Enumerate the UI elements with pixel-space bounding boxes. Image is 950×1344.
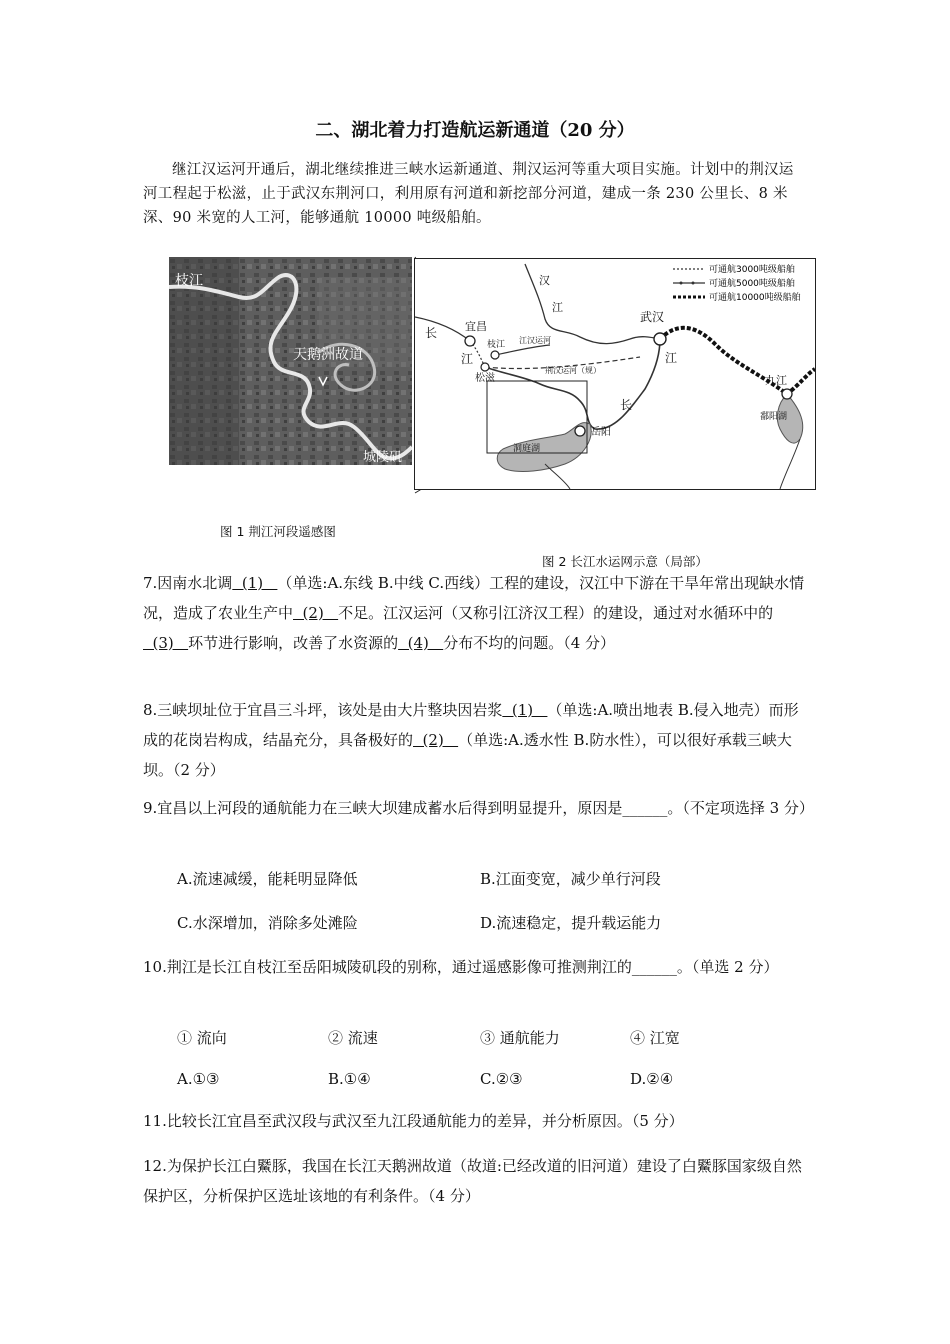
city-wuhan bbox=[654, 333, 666, 345]
label-yichang: 宜昌 bbox=[465, 320, 487, 333]
figure2-caption: 图 2 长江水运网示意（局部） bbox=[542, 554, 708, 569]
question-11-stem: 11.比较长江宜昌至武汉段与武汉至九江段通航能力的差异，并分析原因。（5 分） bbox=[143, 1112, 684, 1130]
q8-text: （单选:A.喷出地表 B.侵入地壳）而形成的花岗岩构成，结晶充分，具备极好的 bbox=[143, 701, 799, 749]
q7-text: 分布不均的问题。（4 分） bbox=[443, 634, 616, 652]
figure1-image bbox=[169, 257, 412, 465]
legend-item: 可通航5000吨级船舶 bbox=[709, 279, 795, 289]
label-han1: 汉 bbox=[539, 274, 550, 287]
label-chang2: 江 bbox=[461, 352, 474, 366]
q7-text: 不足。江汉运河（又称引江济汉工程）的建设，通过对水循环中的 bbox=[338, 604, 774, 622]
q10-option-d: D.②④ bbox=[630, 1070, 674, 1088]
label-tianezhou: 天鹅洲故道 bbox=[293, 347, 363, 363]
question-10-stem: 10.荆江是长江自枝江至岳阳城陵矶段的别称，通过遥感影像可推测荆江的______。（单选 2 分） bbox=[143, 958, 779, 976]
figure2-map-svg bbox=[415, 259, 815, 489]
q7-blank-1: (1) bbox=[232, 574, 278, 592]
city-yueyang bbox=[575, 426, 585, 436]
label-zhijiang: 枝江 bbox=[175, 273, 203, 289]
city-yichang bbox=[465, 336, 475, 346]
label-han2: 江 bbox=[552, 301, 563, 314]
section-title: 二、湖北着力打造航运新通道（20 分） bbox=[315, 120, 635, 141]
q7-blank-4: (4) bbox=[398, 634, 444, 652]
label-chang1: 长 bbox=[425, 326, 438, 340]
city-zhijiang bbox=[491, 351, 499, 359]
q9-option-b: B.江面变宽，减少单行河段 bbox=[480, 870, 661, 888]
q9-option-d: D.流速稳定，提升载运能力 bbox=[480, 914, 662, 932]
q7-text: 环节进行影响，改善了水资源的 bbox=[188, 634, 399, 652]
q7-blank-2: (2) bbox=[293, 604, 339, 622]
city-jiujiang bbox=[782, 389, 792, 399]
q7-blank-3: (3) bbox=[143, 634, 189, 652]
label-jianghan-canal: 江汉运河 bbox=[519, 336, 551, 345]
q10-option-c: C.②③ bbox=[480, 1070, 523, 1088]
map-legend bbox=[673, 263, 801, 303]
figure1-remote-sensing-image bbox=[169, 257, 412, 465]
q10-option-a: A.①③ bbox=[177, 1070, 220, 1088]
question-9-stem: 9.宜昌以上河段的通航能力在三峡大坝建成蓄水后得到明显提升，原因是______。（不定项选择 3 分） bbox=[143, 799, 814, 817]
q10-item: ③ 通航能力 bbox=[480, 1029, 560, 1047]
yangtze-lower bbox=[660, 328, 815, 394]
question-12-stem: 12.为保护长江白鱀豚，我国在长江天鹅洲故道（故道:已经改道的旧河道）建设了白鱀豚国家级自然保护区，分析保护区选址该地的有利条件。（4 分） bbox=[143, 1157, 802, 1205]
q10-item: ② 流速 bbox=[328, 1029, 378, 1047]
q8-blank-1: (1) bbox=[502, 701, 548, 719]
legend-item: 可通航10000吨级船舶 bbox=[709, 293, 801, 303]
label-wuhan: 武汉 bbox=[640, 310, 665, 324]
q8-blank-2: (2) bbox=[413, 731, 459, 749]
label-dongtinghu: 洞庭湖 bbox=[513, 444, 541, 454]
label-songzi: 松滋 bbox=[475, 373, 495, 384]
q10-option-b: B.①④ bbox=[328, 1070, 371, 1088]
q10-item: ④ 江宽 bbox=[630, 1029, 680, 1047]
city-songzi bbox=[481, 363, 489, 371]
label-jinghan-canal: 荆汉运河（规） bbox=[545, 366, 601, 375]
q7-text: 7.因南水北调 bbox=[143, 574, 233, 592]
label-yueyang: 岳阳 bbox=[591, 427, 611, 438]
figure1-caption: 图 1 荆江河段遥感图 bbox=[220, 524, 336, 539]
legend-item: 可通航3000吨级船舶 bbox=[709, 265, 795, 275]
label-chang3: 江 bbox=[665, 351, 678, 365]
question-7 bbox=[143, 568, 807, 658]
q9-option-a: A.流速减缓，能耗明显降低 bbox=[177, 870, 358, 888]
label-jiujiang: 九江 bbox=[765, 374, 787, 387]
label-chang4: 长 bbox=[620, 398, 633, 412]
label-zhijiang: 枝江 bbox=[487, 340, 506, 350]
yangtze-middle bbox=[485, 339, 660, 429]
intro-paragraph: 继江汉运河开通后，湖北继续推进三峡水运新通道、荆汉运河等重大项目实施。计划中的荆汉运河工程起于松滋，止于武汉东荆河口，利用原有河道和新挖部分河道，建成一条 230 公里长、8 米深、90 米宽的人工河，能够通航 10000 吨级船舶。 bbox=[143, 162, 794, 226]
q7-text: （单选:A.东线 B.中线 C.西线）工程的建设，汉江中下游在干旱年常出现缺水情况，造成了农业生产中 bbox=[143, 574, 805, 622]
label-chenglingji: 城陵矶 bbox=[363, 450, 403, 465]
q10-item: ① 流向 bbox=[177, 1029, 227, 1047]
q8-text: （单选:A.透水性 B.防水性），可以很好承载三峡大坝。（2 分） bbox=[143, 731, 792, 779]
q8-text: 8.三峡坝址位于宜昌三斗坪，该处是由大片整块因岩浆 bbox=[143, 701, 503, 719]
figure2-waterway-map bbox=[414, 258, 816, 490]
question-8 bbox=[143, 695, 807, 785]
label-poyanghu: 鄱阳湖 bbox=[760, 412, 788, 422]
q9-option-c: C.水深增加，消除多处滩险 bbox=[177, 914, 358, 932]
